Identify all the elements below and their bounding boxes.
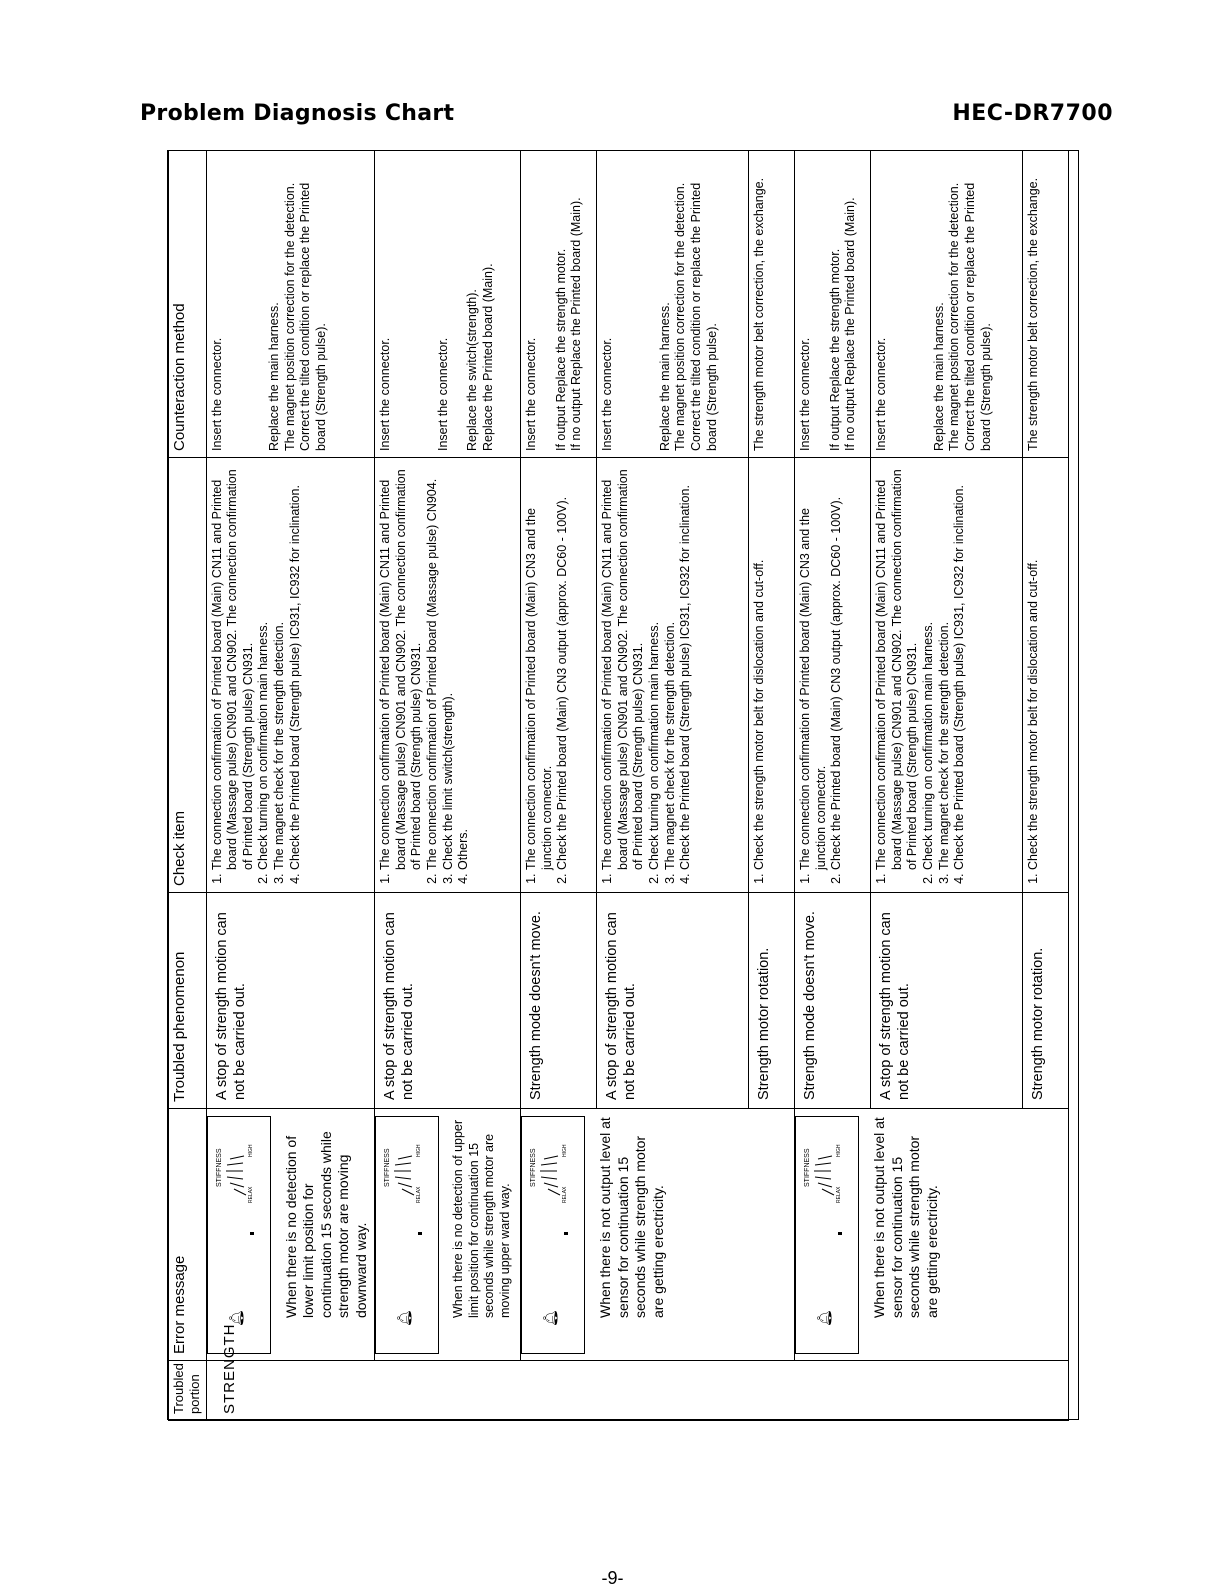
gauge-min-label: RELAX bbox=[416, 1186, 422, 1203]
bell-icon: 🔔︎ bbox=[396, 1309, 412, 1327]
diagnosis-table bbox=[168, 150, 1069, 1421]
indicator-dot bbox=[564, 1232, 568, 1235]
table-row bbox=[375, 151, 521, 1421]
lcd-display bbox=[795, 1116, 859, 1354]
col-error-message: Error message bbox=[169, 1109, 207, 1361]
check-step: 1. The connection confirmation of Printed board (Main) CN11 and Printed board (Massage pulse) CN901 and CN902. The connection confirmation of Printed board (Strength pulse) CN931. bbox=[874, 464, 921, 870]
counter-step: If no output Replace the Printed board (Main). bbox=[843, 197, 858, 451]
check-step: 2. Check turning on confirmation main harness. bbox=[921, 464, 937, 870]
gauge-max-label: HIGH bbox=[836, 1144, 842, 1157]
page-number-text: -9- bbox=[601, 1568, 624, 1588]
counteraction-cell bbox=[1023, 151, 1069, 458]
phenomenon-cell: Strength motor rotation. bbox=[749, 893, 795, 1109]
page-title: Problem Diagnosis Chart bbox=[140, 101, 455, 126]
indicator-dot bbox=[250, 1232, 254, 1235]
error-description: When there is not output level at sensor for continuation 15 seconds while strength motor are getting erectricity. bbox=[597, 1117, 666, 1318]
phenomenon-cell: Strength motor rotation. bbox=[1023, 893, 1069, 1109]
counter-step: Insert the connector. bbox=[209, 337, 224, 451]
col-troubled-phenomenon: Troubled phenomenon bbox=[169, 893, 207, 1109]
check-step: 1. The connection confirmation of Printed board (Main) CN11 and Printed board (Massage pulse) CN901 and CN902. The connection confirmation of Printed board (Strength pulse) CN931. bbox=[378, 464, 425, 870]
counter-step: Correct the tilted condition or replace the Printed board (Strength pulse). bbox=[688, 182, 719, 451]
counteraction-cell bbox=[521, 151, 597, 458]
stiffness-gauge-icon bbox=[526, 1143, 566, 1203]
counteraction-cell bbox=[597, 151, 749, 458]
check-item-cell bbox=[749, 458, 795, 893]
table-header-row bbox=[169, 151, 207, 1421]
stiffness-gauge-icon bbox=[212, 1143, 252, 1203]
counter-step: Insert the connector. bbox=[378, 337, 392, 451]
page-number bbox=[0, 1568, 1225, 1589]
check-step: 1. The connection confirmation of Printed board (Main) CN11 and Printed board (Massage pulse) CN901 and CN902. The connection confirmation of Printed board (Strength pulse) CN931. bbox=[600, 464, 647, 870]
counter-step: Correct the tilted condition or replace the Printed board (Strength pulse). bbox=[298, 182, 328, 451]
counter-step: Insert the connector. bbox=[524, 337, 538, 451]
phenomenon-cell: A stop of strength motion can not be carried out. bbox=[597, 893, 749, 1109]
col-check-item: Check item bbox=[169, 458, 207, 893]
check-step: 1. The connection confirmation of Printed board (Main) CN11 and Printed board (Massage pulse) CN901 and CN902. The connection confirmation of Printed board (Strength pulse) CN931. bbox=[210, 464, 257, 870]
check-item-cell bbox=[795, 458, 871, 893]
counter-step: Replace the main harness. bbox=[267, 302, 282, 451]
check-step: 1. The connection confirmation of Printed board (Main) CN3 and the junction connector. bbox=[798, 464, 829, 870]
check-item-cell bbox=[1023, 458, 1069, 893]
counter-step: If output Replace the strength motor. bbox=[827, 248, 842, 451]
error-description: When there is not output level at sensor for continuation 15 seconds while strength motor are getting erectricity. bbox=[871, 1117, 940, 1318]
check-step: 1. Check the strength motor belt for dislocation and cut-off. bbox=[1026, 464, 1042, 870]
table-row bbox=[206, 151, 375, 1421]
error-message-cell bbox=[521, 1109, 795, 1361]
gauge-label: STIFFNESS bbox=[530, 1148, 537, 1187]
counter-step: The magnet position correction for the detection. bbox=[673, 182, 688, 451]
lcd-display bbox=[207, 1116, 271, 1354]
rotated-table bbox=[168, 151, 1080, 1421]
gauge-label: STIFFNESS bbox=[215, 1148, 223, 1187]
check-step: 3. The magnet check for the strength detection. bbox=[937, 464, 953, 870]
counter-step: Insert the connector. bbox=[435, 337, 450, 451]
counteraction-cell bbox=[375, 151, 521, 458]
gauge-max-label: HIGH bbox=[247, 1144, 254, 1157]
counter-step: The magnet position correction for the detection. bbox=[282, 182, 297, 451]
check-item-cell bbox=[375, 458, 521, 893]
table-row bbox=[521, 151, 597, 1421]
gauge-min-label: RELAX bbox=[247, 1186, 254, 1203]
check-step: 2. Check turning on confirmation main harness. bbox=[256, 464, 272, 870]
counteraction-cell bbox=[749, 151, 795, 458]
check-step: 4. Check the Printed board (Strength pulse) IC931, IC932 for inclination. bbox=[678, 464, 694, 870]
phenomenon-cell: Strength mode doesn't move. bbox=[795, 893, 871, 1109]
gauge-max-label: HIGH bbox=[416, 1144, 422, 1157]
counteraction-cell bbox=[871, 151, 1023, 458]
counter-step: Insert the connector. bbox=[600, 337, 614, 451]
counter-step: The strength motor belt correction, the exchange. bbox=[752, 177, 766, 451]
counter-step: If output Replace the strength motor. bbox=[553, 248, 568, 451]
gauge-min-label: RELAX bbox=[836, 1186, 842, 1203]
counteraction-cell bbox=[795, 151, 871, 458]
check-step: 2. Check the Printed board (Main) CN3 output (approx. DC60 - 100V). bbox=[555, 464, 571, 870]
check-step: 4. Others. bbox=[456, 464, 472, 870]
error-message-cell bbox=[375, 1109, 521, 1361]
check-item-cell bbox=[597, 458, 749, 893]
lcd-display bbox=[375, 1116, 439, 1354]
bell-icon: 🔔︎ bbox=[227, 1309, 244, 1327]
check-item-cell bbox=[871, 458, 1023, 893]
check-step: 2. The connection confirmation of Printed board (Massage pulse) CN904. bbox=[425, 464, 441, 870]
check-step: 1. The connection confirmation of Printed board (Main) CN3 and the junction connector. bbox=[524, 464, 555, 870]
phenomenon-cell: A stop of strength motion can not be carried out. bbox=[206, 893, 375, 1109]
table-row bbox=[795, 151, 871, 1421]
bell-icon: 🔔︎ bbox=[816, 1309, 832, 1327]
indicator-dot bbox=[418, 1232, 422, 1235]
counter-step: Insert the connector. bbox=[798, 337, 812, 451]
counter-step: Replace the main harness. bbox=[931, 302, 946, 451]
gauge-max-label: HIGH bbox=[562, 1144, 568, 1157]
counteraction-cell bbox=[206, 151, 375, 458]
counter-step: Insert the connector. bbox=[874, 337, 888, 451]
check-step: 2. Check the Printed board (Main) CN3 output (approx. DC60 - 100V). bbox=[829, 464, 845, 870]
error-message-cell bbox=[206, 1109, 375, 1361]
error-message-cell bbox=[795, 1109, 1069, 1361]
check-step: 3. Check the limit switch(strength). bbox=[441, 464, 457, 870]
check-step: 3. The magnet check for the strength detection. bbox=[272, 464, 288, 870]
gauge-min-label: RELAX bbox=[562, 1186, 568, 1203]
phenomenon-cell: Strength mode doesn't move. bbox=[521, 893, 597, 1109]
error-description: When there is no detection of upper limit position for continuation 15 seconds while strength motor are moving upper ward way. bbox=[451, 1119, 512, 1318]
phenomenon-cell: A stop of strength motion can not be carried out. bbox=[871, 893, 1023, 1109]
indicator-dot bbox=[838, 1232, 842, 1235]
stiffness-gauge-icon bbox=[380, 1143, 420, 1203]
counter-step: Replace the Printed board (Main). bbox=[480, 263, 495, 451]
lcd-display bbox=[521, 1116, 585, 1354]
check-step: 2. Check turning on confirmation main harness. bbox=[647, 464, 663, 870]
counter-step: If no output Replace the Printed board (Main). bbox=[569, 197, 584, 451]
check-step: 1. Check the strength motor belt for dislocation and cut-off. bbox=[752, 464, 768, 870]
model-number: HEC-DR7700 bbox=[952, 101, 1113, 126]
gauge-label: STIFFNESS bbox=[804, 1148, 811, 1187]
check-step: 4. Check the Printed board (Strength pulse) IC931, IC932 for inclination. bbox=[952, 464, 968, 870]
diagnosis-table-frame bbox=[167, 150, 1079, 1420]
bell-icon: 🔔︎ bbox=[542, 1309, 558, 1327]
check-step: 4. Check the Printed board (Strength pulse) IC931, IC932 for inclination. bbox=[288, 464, 304, 870]
check-item-cell bbox=[521, 458, 597, 893]
error-description: When there is no detection of lower limit position for continuation 15 seconds while strength motor are moving downward way. bbox=[282, 1131, 369, 1318]
col-counteraction-method: Counteraction method bbox=[169, 151, 207, 458]
counter-step: The magnet position correction for the detection. bbox=[947, 182, 962, 451]
check-item-cell bbox=[206, 458, 375, 893]
counter-step: Replace the switch(strength). bbox=[465, 289, 480, 451]
counter-step: Correct the tilted condition or replace the Printed board (Strength pulse). bbox=[962, 182, 993, 451]
counter-step: Replace the main harness. bbox=[657, 302, 672, 451]
counter-step: The strength motor belt correction, the exchange. bbox=[1026, 177, 1040, 451]
troubled-portion: STRENGTH bbox=[206, 1361, 1069, 1421]
check-step: 3. The magnet check for the strength detection. bbox=[663, 464, 679, 870]
gauge-label: STIFFNESS bbox=[384, 1148, 391, 1187]
phenomenon-cell: A stop of strength motion can not be carried out. bbox=[375, 893, 521, 1109]
stiffness-gauge-icon bbox=[800, 1143, 840, 1203]
col-troubled-portion: Troubled portion bbox=[169, 1361, 207, 1421]
